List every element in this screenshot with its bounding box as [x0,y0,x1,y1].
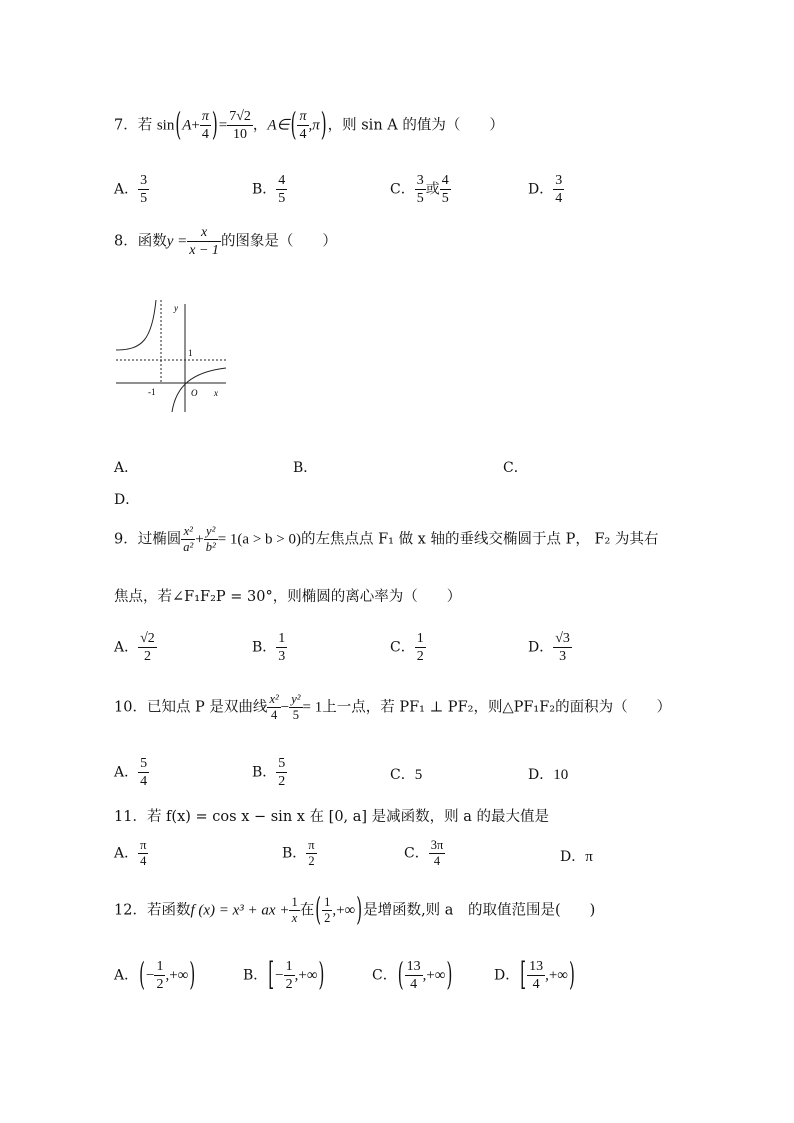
q7-option-a[interactable]: A． $\frac{3}{5}$ [114,173,148,206]
q8-number: 8． [114,233,138,250]
q7-option-d[interactable]: D． $\frac{3}{4}$ [528,173,563,206]
q12-number: 12． [114,902,147,919]
q11-option-a[interactable]: A． $\frac{\pi}{4}$ [114,838,147,868]
graph-label-neg-one: -1 [148,387,156,397]
curve-left-branch [116,300,156,350]
q10-option-a[interactable]: A． $\frac{5}{4}$ [114,756,148,789]
q9-option-b[interactable]: B． $\frac{1}{3}$ [252,631,286,664]
q9-stem-line1: 9．过椭圆 $\frac{\text{x²}}{\text{a²}}$ + $\frac{\text{y²}}{\text{b²}}$ = 1(a > b > 0)的左焦点点 F₁ 做 x 轴的垂线交椭圆于点 P， F₂ 为其右 [114,524,659,554]
q12-option-a[interactable]: A．(− $\frac{1}{2}$ ,+∞) [114,955,196,994]
graph-label-o: O [191,388,198,398]
q7-A: A [182,117,192,134]
q8-option-a[interactable]: A． [114,460,139,476]
q7-number: 7． [114,117,138,134]
q10-option-b[interactable]: B． $\frac{5}{2}$ [252,756,286,789]
q10-option-d[interactable]: D．10 [528,767,569,783]
q7-stem: 7．若 sin(A+ $\frac{\pi}{4}$ )= $\frac{7√2}{10}$ ，A∈( $\frac{\pi}{4}$ ,π)，则 sin A 的值为（ ） [114,105,504,144]
q9-option-d[interactable]: D． $\frac{√3}{3}$ [528,631,570,664]
q11-option-b[interactable]: B． $\frac{\pi}{2}$ [282,838,315,868]
graph-label-y: y [174,303,178,313]
q8-option-d[interactable]: D． [114,492,140,508]
q7-rhs-fraction: $\frac{7√2}{10}$ [229,109,251,142]
q8-option-c[interactable]: C． [503,460,528,476]
q7-sin: sin [156,117,175,134]
q11-number: 11． [114,809,147,825]
q8-graph [112,296,232,416]
q12-stem: 12．若函数f (x) = x³ + ax + $\frac{1}{x}$ 在( $\frac{1}{2}$ ,+∞)是增函数,则 a 的取值范围是( ) [114,890,596,929]
q8-fraction: $\frac{x}{x - 1}$ [189,225,219,258]
q9-option-c[interactable]: C． $\frac{1}{2}$ [390,631,424,664]
q7-pi-over-4: $\frac{\pi}{4}$ [201,109,209,142]
q8-stem: 8．函数y = $\frac{x}{x - 1}$ 的图象是（ ） [114,225,337,258]
q12-option-b[interactable]: B．[− $\frac{1}{2}$ ,+∞) [243,955,325,994]
q10-stem: 10．已知点 P 是双曲线 $\frac{\text{x²}}{4}$ − $\frac{\text{y²}}{5}$ = 1上一点，若 PF₁ ⊥ PF₂，则△PF₁F₂的面积为（ ） [114,692,672,722]
graph-label-x: x [214,388,218,398]
q7-option-c[interactable]: C． $\frac{3}{5}$ 或 $\frac{4}{5}$ [390,173,449,206]
q12-option-c[interactable]: C．( $\frac{13}{4}$ ,+∞) [372,955,453,994]
q10-number: 10． [114,699,147,716]
q7-A-in: A∈ [267,117,290,134]
q10-option-c[interactable]: C．5 [390,767,423,783]
q12-option-d[interactable]: D．[ $\frac{13}{4}$ ,+∞) [494,955,575,994]
q7-option-b[interactable]: B． $\frac{4}{5}$ [252,173,286,206]
q11-option-d[interactable]: D．π [560,849,593,865]
q11-stem: 11．若 f(x) = cos x − sin x 在 [0, a] 是减函数，则 a 的最大值是 [114,809,550,825]
q7-lead: 若 [137,117,153,134]
q9-option-a[interactable]: A． $\frac{√2}{2}$ [114,631,155,664]
q9-stem-line2: 焦点，若∠F₁F₂P = 30°，则椭圆的离心率为（ ） [114,589,462,605]
q7-tail: ，则 sin A 的值为（ ） [327,117,504,134]
q9-number: 9． [114,531,138,548]
q8-option-b[interactable]: B． [293,460,318,476]
q11-option-c[interactable]: C． $\frac{3\pi}{4}$ [404,838,444,868]
graph-label-one: 1 [188,348,193,358]
